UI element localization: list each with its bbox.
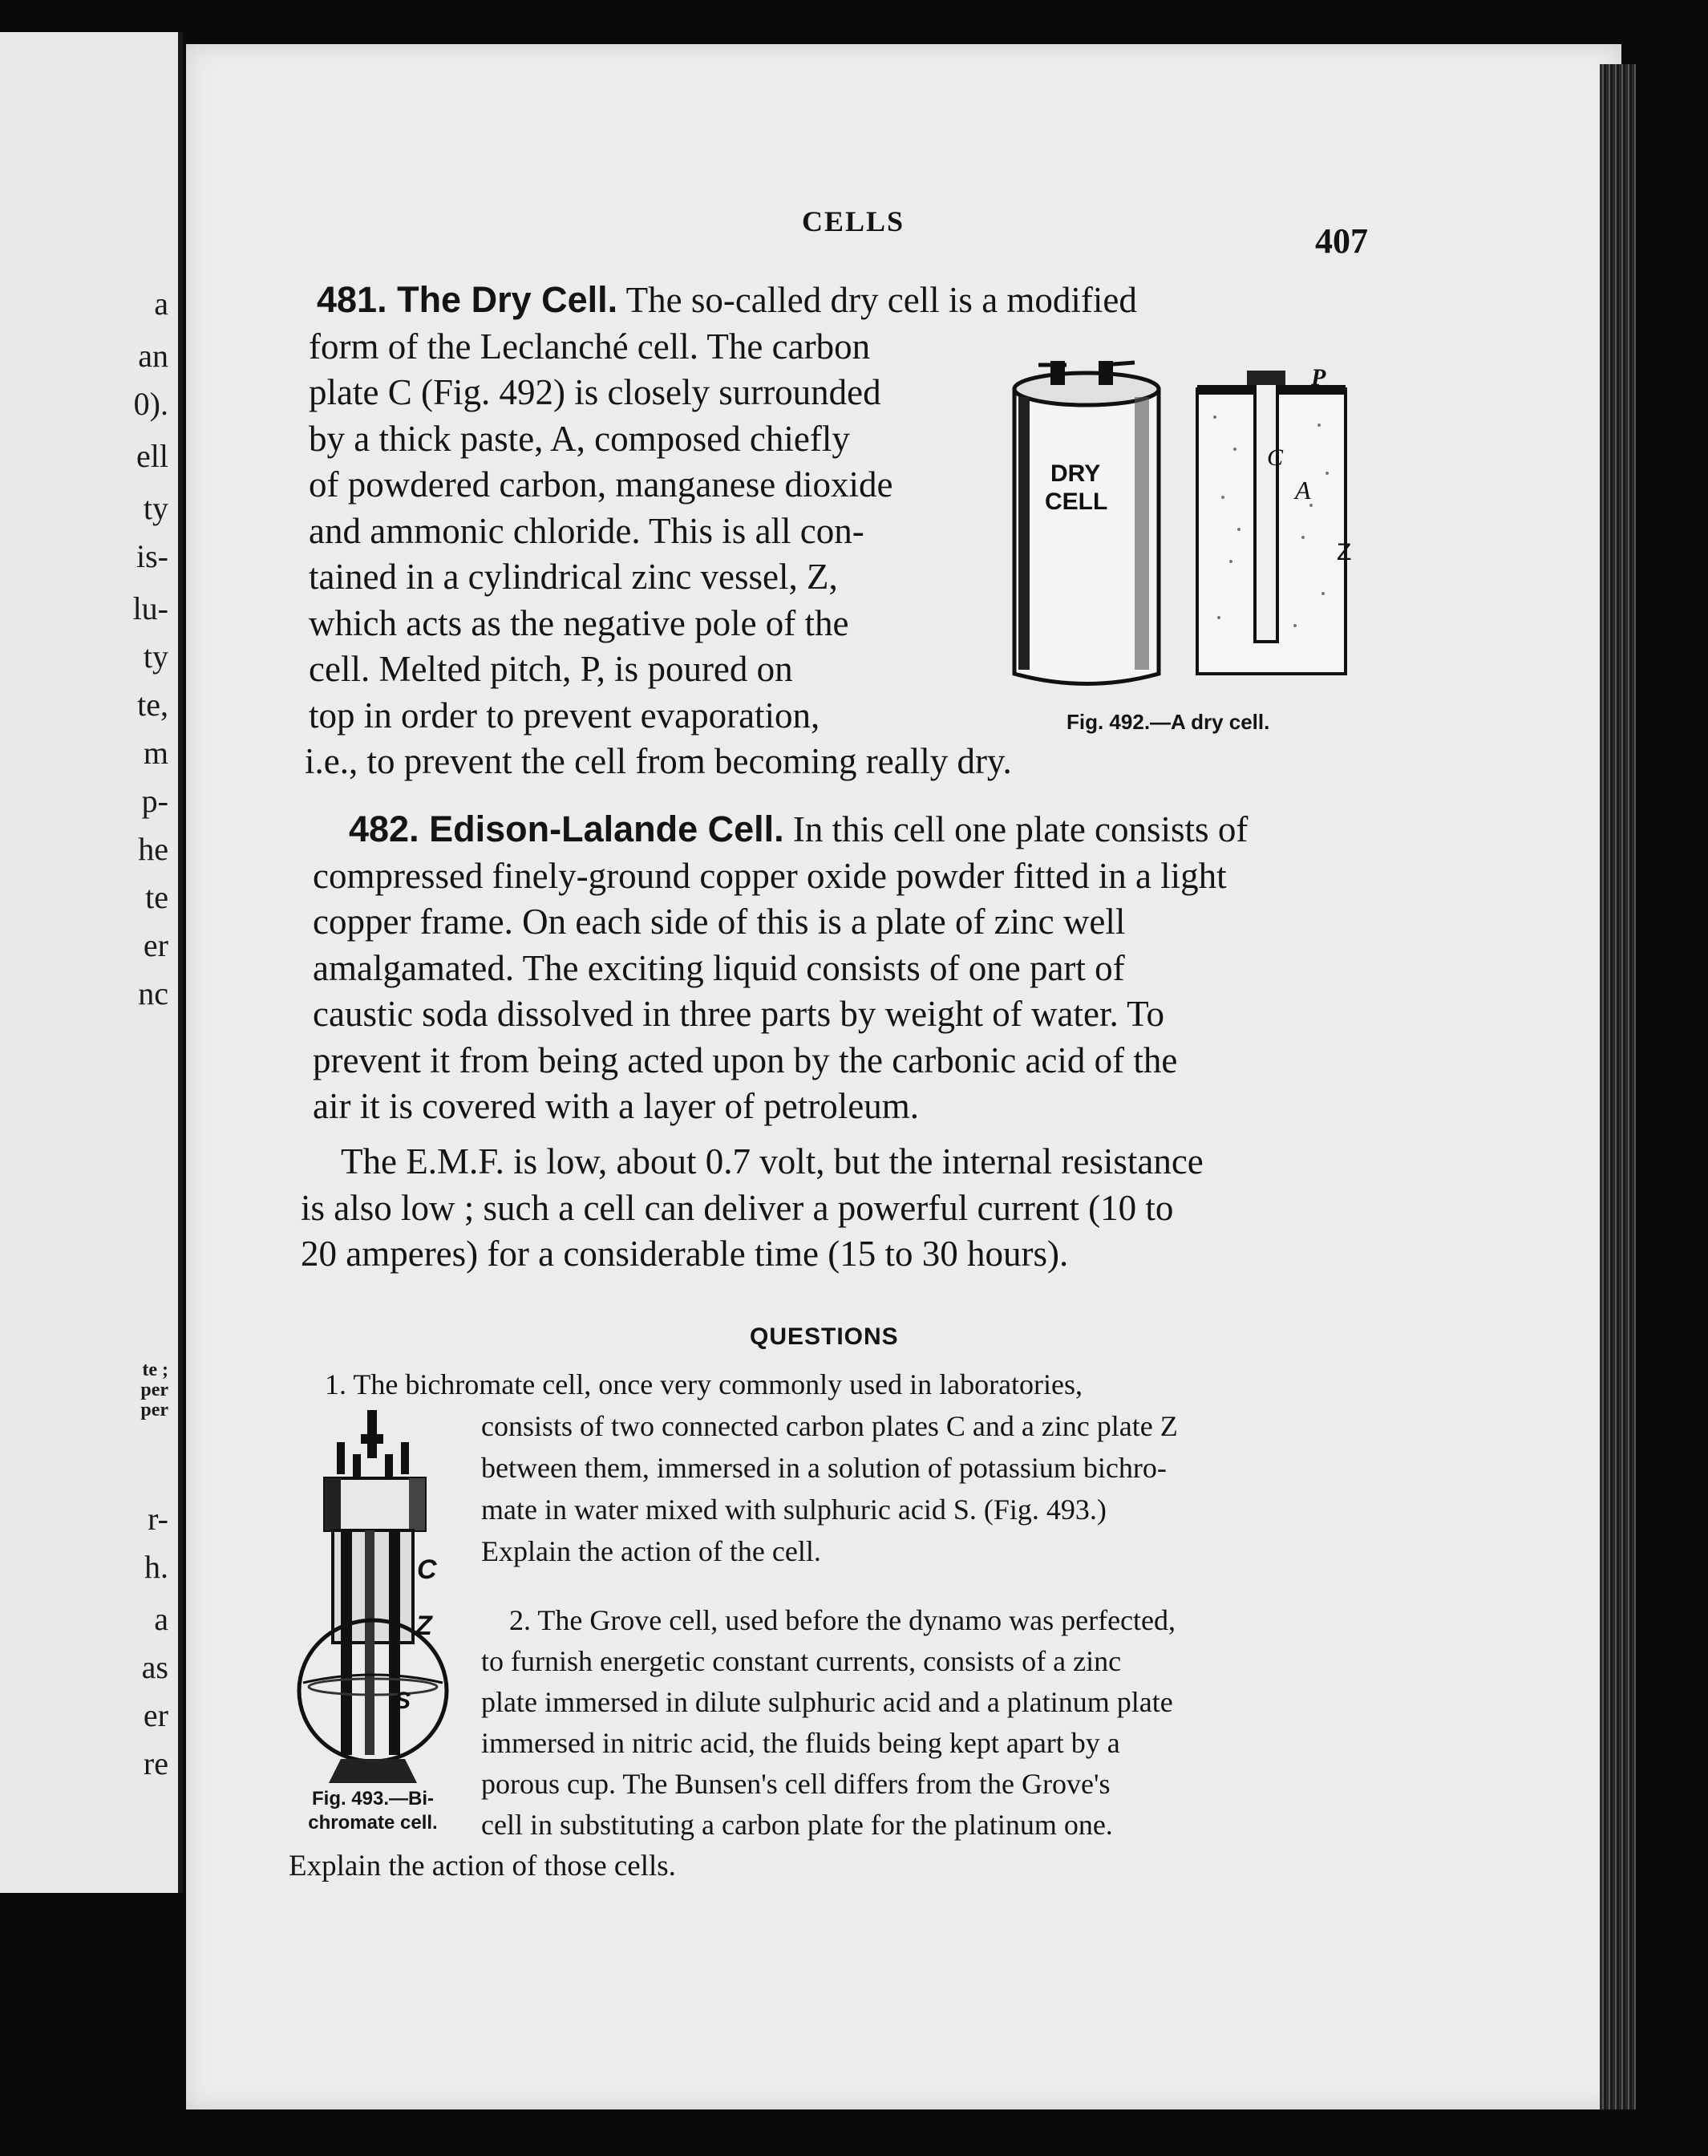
facing-page-text-fragment: m bbox=[143, 735, 168, 771]
section-481-heading: 481. The Dry Cell. bbox=[317, 279, 618, 320]
section-481-line: top in order to prevent evaporation, bbox=[309, 695, 820, 736]
section-481-line: cell. Melted pitch, P, is poured on bbox=[309, 649, 793, 689]
section-481-line-1: 481. The Dry Cell. The so-called dry cell is a modified bbox=[317, 279, 1137, 320]
dry-cell-figure bbox=[1006, 353, 1391, 690]
facing-page-text-fragment: h. bbox=[144, 1549, 168, 1585]
section-482-heading: 482. Edison-Lalande Cell. bbox=[349, 808, 784, 849]
facing-page-text-fragment: ell bbox=[136, 438, 168, 474]
question-2-line: plate immersed in dilute sulphuric acid and a platinum plate bbox=[481, 1686, 1173, 1718]
facing-page-text-fragment: is- bbox=[136, 538, 168, 574]
label-p: P bbox=[1311, 364, 1326, 391]
label-z: Z bbox=[1337, 539, 1352, 565]
bichromate-cell-illustration bbox=[299, 1410, 447, 1783]
dry-cell-cross-section-illustration bbox=[1197, 371, 1346, 674]
facing-page-text-fragment: nc bbox=[138, 975, 168, 1011]
running-header: CELLS bbox=[802, 205, 905, 237]
facing-page-text-fragment: as bbox=[141, 1649, 168, 1685]
facing-page-text-fragment: er bbox=[143, 927, 168, 963]
page-number: 407 bbox=[1315, 221, 1368, 261]
label-c: C bbox=[417, 1554, 437, 1585]
facing-page-text-fragment: p- bbox=[141, 783, 168, 819]
facing-page-text-fragment: an bbox=[138, 338, 168, 374]
facing-page-text-fragment: a bbox=[154, 1601, 168, 1637]
facing-page-text-fragment: r- bbox=[148, 1501, 168, 1537]
facing-page-text-fragment: lu- bbox=[132, 590, 168, 626]
section-482-line: prevent it from being acted upon by the carbonic acid of the bbox=[313, 1040, 1178, 1080]
section-482 bbox=[313, 806, 1248, 1130]
emf-line: The E.M.F. is low, about 0.7 volt, but the internal resistance bbox=[341, 1141, 1204, 1181]
emf-line: 20 amperes) for a considerable time (15 to 30 hours). bbox=[301, 1234, 1069, 1274]
question-2-line: porous cup. The Bunsen's cell differs from the Grove's bbox=[481, 1768, 1111, 1800]
section-481-line: by a thick paste, A, composed chiefly bbox=[309, 418, 850, 459]
facing-page-text-fragment: re bbox=[143, 1745, 168, 1781]
facing-page-text-fragment: per bbox=[140, 1380, 168, 1400]
emf-line: is also low ; such a cell can deliver a powerful current (10 to bbox=[301, 1187, 1174, 1228]
facing-page-text-fragment: ty bbox=[143, 638, 168, 675]
facing-page-text-fragment: te bbox=[145, 879, 168, 915]
section-482-line: compressed finely-ground copper oxide powder fitted in a light bbox=[313, 855, 1227, 896]
section-481-line: of powdered carbon, manganese dioxide bbox=[309, 464, 893, 505]
section-481-line: tained in a cylindrical zinc vessel, Z, bbox=[309, 557, 838, 597]
facing-page-text-fragment: he bbox=[138, 831, 168, 867]
page-edge bbox=[1600, 64, 1636, 2109]
label-a: A bbox=[1295, 476, 1311, 505]
facing-page-text-fragment: per bbox=[140, 1400, 168, 1420]
facing-page-text-fragment: 0). bbox=[133, 386, 168, 422]
question-2-line: 2. The Grove cell, used before the dynamo was perfected, bbox=[509, 1604, 1176, 1636]
section-481-line: and ammonic chloride. This is all con- bbox=[309, 510, 864, 551]
question-2-final-line: Explain the action of those cells. bbox=[289, 1850, 676, 1882]
facing-page-text-fragment: te, bbox=[137, 687, 168, 723]
question-1-line: Explain the action of the cell. bbox=[481, 1535, 821, 1567]
question-1-line: consists of two connected carbon plates C and a zinc plate Z bbox=[481, 1410, 1178, 1442]
question-2-line: immersed in nitric acid, the fluids being kept apart by a bbox=[481, 1727, 1120, 1759]
question-1-line: between them, immersed in a solution of potassium bichro- bbox=[481, 1452, 1167, 1484]
figure-492-caption: Fig. 492.—A dry cell. bbox=[1066, 710, 1270, 734]
figure-493-caption-line-2: chromate cell. bbox=[308, 1812, 438, 1834]
section-481-line: plate C (Fig. 492) is closely surrounded bbox=[309, 372, 881, 412]
label-z: Z bbox=[415, 1611, 432, 1641]
facing-page-text-fragment: ty bbox=[143, 490, 168, 526]
dry-cell-label-bottom: CELL bbox=[1045, 488, 1108, 515]
section-482-line: air it is covered with a layer of petroleum. bbox=[313, 1086, 919, 1126]
section-482-line: copper frame. On each side of this is a plate of zinc well bbox=[313, 902, 1126, 942]
figure-493-caption bbox=[289, 1787, 457, 1835]
question-1-line: 1. The bichromate cell, once very commonly used in laboratories, bbox=[325, 1368, 1083, 1400]
label-s: S bbox=[395, 1688, 411, 1714]
question-1-line: mate in water mixed with sulphuric acid S. (Fig. 493.) bbox=[481, 1493, 1107, 1526]
facing-page-text-fragment: er bbox=[143, 1697, 168, 1733]
label-c: C bbox=[1267, 444, 1284, 471]
facing-page-fragment bbox=[0, 32, 183, 1893]
section-482-line: amalgamated. The exciting liquid consists of one part of bbox=[313, 947, 1125, 988]
section-482-line: caustic soda dissolved in three parts by weight of water. To bbox=[313, 994, 1165, 1034]
questions-heading: QUESTIONS bbox=[750, 1323, 899, 1350]
section-481-line: i.e., to prevent the cell from becoming really dry. bbox=[305, 741, 1012, 781]
bichromate-cell-figure bbox=[297, 1410, 457, 1787]
question-2-line: cell in substituting a carbon plate for the platinum one. bbox=[481, 1809, 1113, 1841]
section-481-line: which acts as the negative pole of the bbox=[309, 602, 849, 643]
question-2 bbox=[481, 1600, 1176, 1846]
emf-paragraph bbox=[301, 1139, 1204, 1278]
facing-page-text-fragment: te ; bbox=[142, 1360, 168, 1380]
facing-page-text-fragment: a bbox=[154, 286, 168, 322]
dry-cell-label-top: DRY bbox=[1050, 460, 1101, 487]
dry-cell-cylinder-illustration bbox=[1014, 361, 1159, 684]
section-482-line-1: 482. Edison-Lalande Cell. In this cell one plate consists of bbox=[349, 808, 1249, 849]
question-2-line: to furnish energetic constant currents, consists of a zinc bbox=[481, 1645, 1122, 1677]
section-481-line: form of the Leclanché cell. The carbon bbox=[309, 326, 871, 367]
figure-493-caption-line-1: Fig. 493.—Bi- bbox=[311, 1788, 435, 1810]
